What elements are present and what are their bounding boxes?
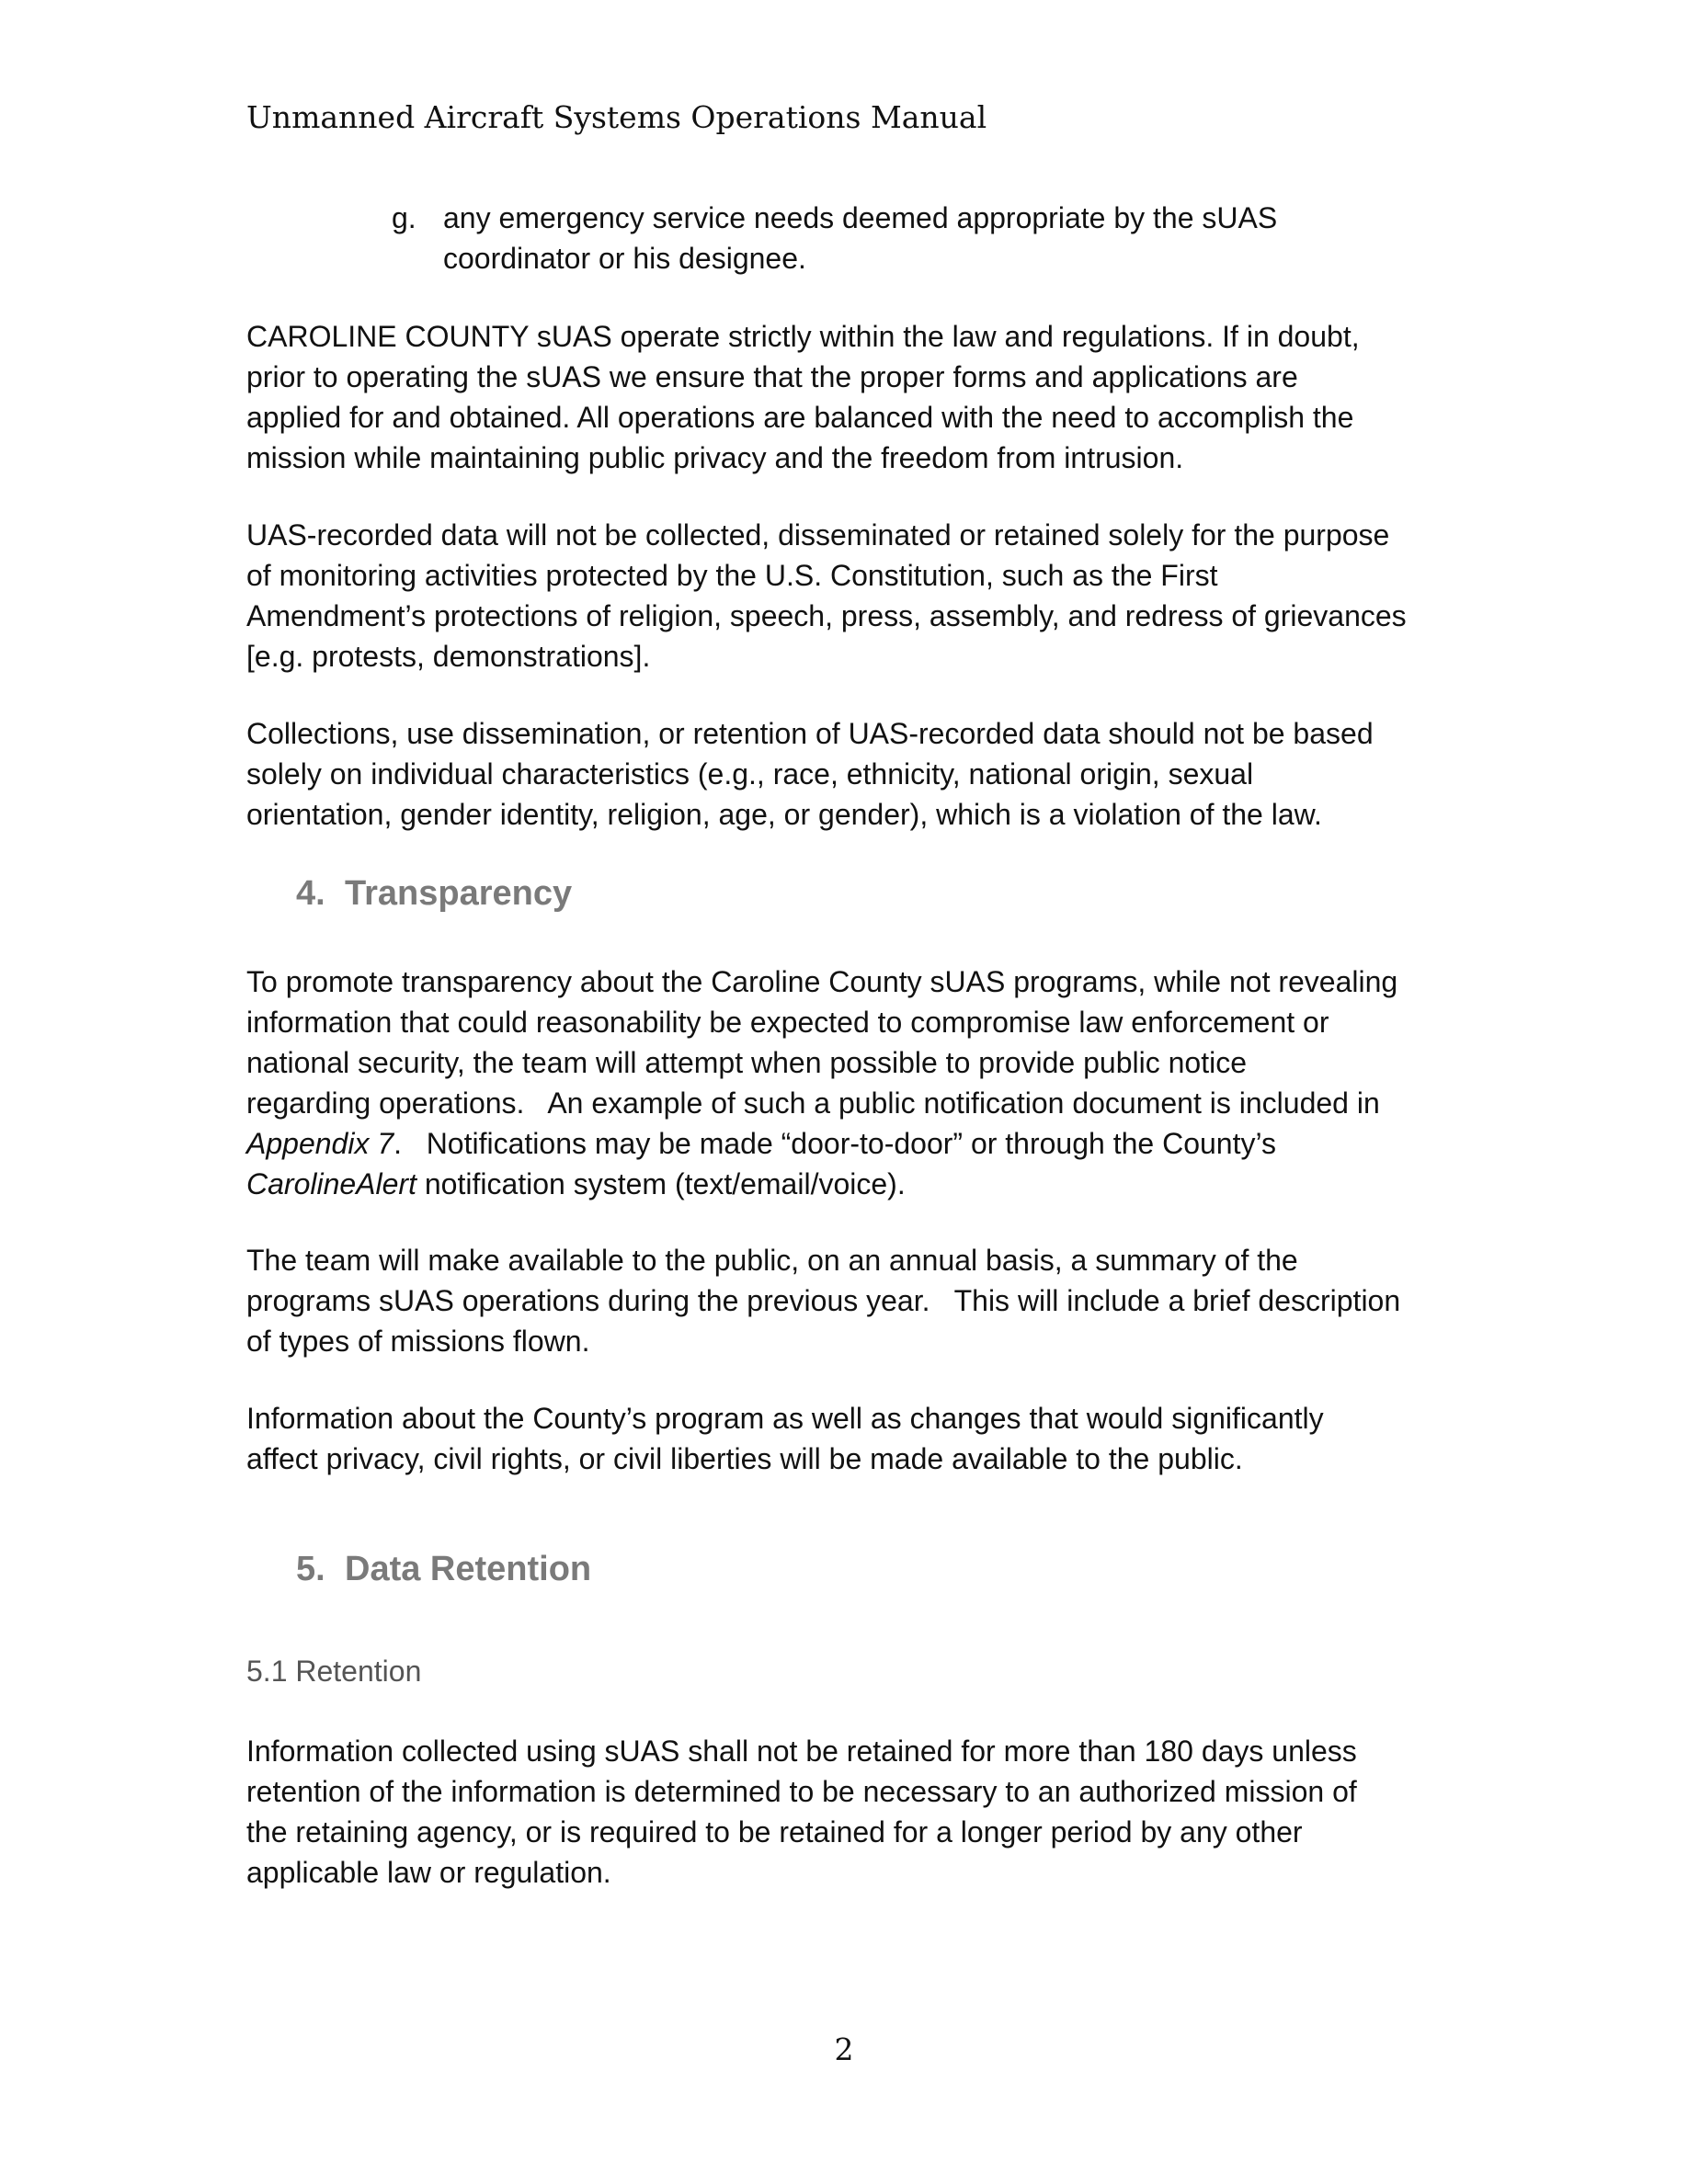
text-line <box>246 1164 1469 1204</box>
text-line: The team will make available to the public, on an annual basis, a summary of the <box>246 1244 1298 1277</box>
text-line: retention of the information is determined to be necessary to an authorized mission of <box>246 1775 1357 1808</box>
text-line: coordinator or his designee. <box>443 242 806 275</box>
section-title: Transparency <box>345 874 573 913</box>
paragraph-lawful-operations <box>246 316 1469 478</box>
list-marker: g. <box>392 201 416 234</box>
list-item-text <box>443 198 1277 279</box>
paragraph-retention-period <box>246 1731 1469 1893</box>
text-line: [e.g. protests, demonstrations]. <box>246 640 651 673</box>
text-line: information that could reasonability be expected to compromise law enforcement or <box>246 1006 1329 1039</box>
text-line: prior to operating the sUAS we ensure that the proper forms and applications are <box>246 360 1298 393</box>
section-heading-transparency <box>296 871 572 916</box>
text-line: Information collected using sUAS shall not be retained for more than 180 days unless <box>246 1735 1357 1768</box>
section-number: 4. <box>296 874 325 913</box>
text-line: orientation, gender identity, religion, age, or gender), which is a violation of the law. <box>246 798 1322 831</box>
paragraph-protected-activities <box>246 515 1469 677</box>
text-run: . Notifications may be made “door-to-door” or through the County’s <box>393 1127 1276 1160</box>
text-line: Information about the County’s program as well as changes that would significantly <box>246 1402 1324 1435</box>
text-line: of monitoring activities protected by the U.S. Constitution, such as the First <box>246 559 1218 592</box>
carolinealert-name: CarolineAlert <box>246 1167 416 1200</box>
text-line <box>246 1123 1469 1164</box>
page-number: 2 <box>834 2031 854 2067</box>
text-line: affect privacy, civil rights, or civil liberties will be made available to the public. <box>246 1442 1243 1475</box>
paragraph-program-changes <box>246 1398 1469 1479</box>
section-title: Data Retention <box>345 1550 592 1588</box>
text-line: CAROLINE COUNTY sUAS operate strictly within the law and regulations. If in doubt, <box>246 320 1360 353</box>
paragraph-public-notice <box>246 961 1469 1204</box>
text-line: of types of missions flown. <box>246 1325 590 1358</box>
text-line: UAS-recorded data will not be collected, disseminated or retained solely for the purpose <box>246 518 1390 552</box>
text-line: mission while maintaining public privacy and the freedom from intrusion. <box>246 441 1184 474</box>
text-line: applied for and obtained. All operations are balanced with the need to accomplish the <box>246 401 1354 434</box>
text-line: solely on individual characteristics (e.g., race, ethnicity, national origin, sexual <box>246 757 1254 791</box>
appendix-reference: Appendix 7 <box>246 1127 394 1160</box>
text-line: any emergency service needs deemed appropriate by the sUAS <box>443 201 1278 234</box>
text-line: programs sUAS operations during the previous year. This will include a brief description <box>246 1284 1401 1317</box>
text-line: To promote transparency about the Caroline County sUAS programs, while not revealing <box>246 965 1398 998</box>
text-line: regarding operations. An example of such a public notification document is included in <box>246 1086 1380 1120</box>
subsection-heading-retention: 5.1 Retention <box>246 1655 422 1688</box>
paragraph-individual-characteristics <box>246 713 1469 835</box>
section-number: 5. <box>296 1550 325 1588</box>
running-header: Unmanned Aircraft Systems Operations Manual <box>246 99 987 135</box>
text-line: Amendment’s protections of religion, speech, press, assembly, and redress of grievances <box>246 599 1407 632</box>
text-run: notification system (text/email/voice). <box>416 1167 906 1200</box>
section-heading-data-retention <box>296 1547 591 1591</box>
paragraph-annual-summary <box>246 1240 1469 1361</box>
text-line: Collections, use dissemination, or retention of UAS-recorded data should not be based <box>246 717 1374 750</box>
text-line: applicable law or regulation. <box>246 1856 611 1889</box>
text-line: the retaining agency, or is required to be retained for a longer period by any other <box>246 1815 1303 1848</box>
text-line: national security, the team will attempt when possible to provide public notice <box>246 1046 1247 1079</box>
